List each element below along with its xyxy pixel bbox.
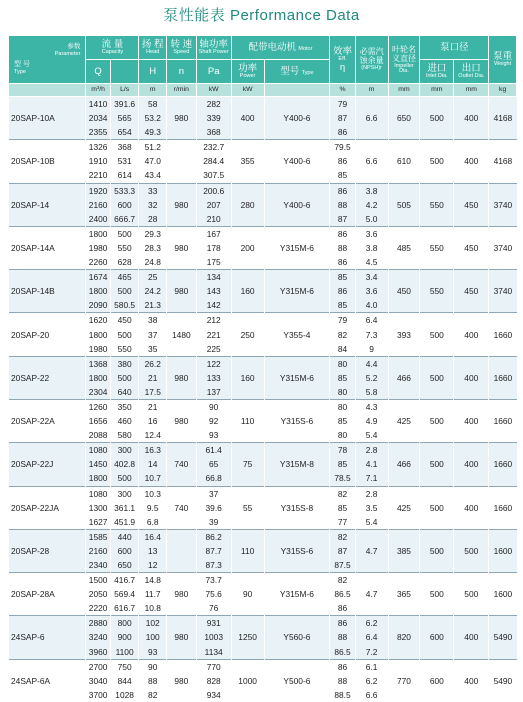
cell-in: 600 — [420, 616, 454, 659]
cell-npsh: 3.4 3.6 4.0 — [355, 270, 388, 313]
eff-label-en: Eff. — [338, 56, 347, 63]
motor-type-en: Type — [301, 69, 314, 76]
cell-eff: 86 88 86.5 — [330, 616, 355, 659]
weight-label-en: Weight — [494, 61, 512, 67]
cell-eff: 86 88 88.5 — [330, 659, 355, 702]
cell-out: 500 — [454, 529, 489, 572]
head-label-en: Head — [146, 49, 160, 55]
unit-cell: m³/h — [86, 84, 110, 97]
inlet-label-cn: 进口 — [427, 62, 447, 74]
cell-p: 55 — [231, 486, 264, 529]
cell-q2: 465 500 580.5 — [110, 270, 139, 313]
cell-out: 400 — [454, 659, 489, 702]
cell-type: 20SAP-14 — [9, 183, 86, 226]
units-row — [9, 84, 517, 97]
outlet-header — [454, 60, 489, 84]
cell-w: 4168 — [489, 97, 517, 140]
table-row — [9, 443, 517, 486]
cell-n: 980 — [167, 573, 197, 616]
eff-symbol: η — [339, 61, 346, 73]
flow-symbol: Q — [86, 60, 110, 84]
cell-q1: 1326 1910 2210 — [86, 140, 110, 183]
cell-npsh: 2.8 3.5 5.4 — [355, 486, 388, 529]
cell-w: 4168 — [489, 140, 517, 183]
cell-imp: 393 — [388, 313, 420, 356]
cell-h: 26.2 21 17.5 — [139, 356, 167, 399]
cell-mt: Y400-6 — [264, 183, 330, 226]
cell-h: 33 32 28 — [139, 183, 167, 226]
cell-eff: 82 87 87.5 — [330, 529, 355, 572]
unit-cell: m — [139, 84, 167, 97]
cell-h: 25 24.2 21.3 — [139, 270, 167, 313]
cell-q2: 350 460 580 — [110, 399, 139, 442]
cell-q2: 300 361.1 451.9 — [110, 486, 139, 529]
table-row — [9, 573, 517, 616]
cell-pa: 282 339 368 — [196, 97, 231, 140]
cell-out: 400 — [454, 140, 489, 183]
cell-q2: 750 844 1028 — [110, 659, 139, 702]
flow-header — [86, 36, 139, 60]
unit-cell: mm — [388, 84, 420, 97]
table-header — [9, 36, 517, 97]
cell-p: 250 — [231, 313, 264, 356]
impeller-label-cn: 叶轮名义直径 — [391, 44, 416, 63]
table-row — [9, 486, 517, 529]
cell-p: 160 — [231, 270, 264, 313]
cell-eff: 86 88 87 — [330, 183, 355, 226]
cell-in: 550 — [420, 226, 454, 269]
cell-q2: 380 500 640 — [110, 356, 139, 399]
cell-mt: Y315M-8 — [264, 443, 330, 486]
cell-mt: Y315M-6 — [264, 226, 330, 269]
shaft-symbol: Pa — [196, 60, 231, 84]
cell-mt: Y315S-8 — [264, 486, 330, 529]
cell-w: 1660 — [489, 399, 517, 442]
cell-w: 3740 — [489, 226, 517, 269]
shaft-header — [196, 36, 231, 60]
impeller-header — [388, 36, 420, 84]
cell-type: 20SAP-10A — [9, 97, 86, 140]
cell-type: 20SAP-28A — [9, 573, 86, 616]
cell-npsh: 4.3 4.9 5.4 — [355, 399, 388, 442]
cell-imp: 485 — [388, 226, 420, 269]
cell-p: 110 — [231, 399, 264, 442]
cell-h: 16.3 14 10.7 — [139, 443, 167, 486]
cell-npsh: 6.2 6.4 7.2 — [355, 616, 388, 659]
inlet-label-en: Inlet Dia. — [425, 73, 448, 79]
cell-npsh: 6.6 — [355, 97, 388, 140]
motor-power-header — [231, 60, 264, 84]
cell-in: 500 — [420, 399, 454, 442]
cell-w: 1660 — [489, 313, 517, 356]
table-row — [9, 659, 517, 702]
cell-out: 400 — [454, 399, 489, 442]
cell-npsh: 3.6 3.8 4.5 — [355, 226, 388, 269]
table-row — [9, 616, 517, 659]
table-row — [9, 356, 517, 399]
type-label-en: Type — [14, 68, 26, 75]
cell-npsh: 3.8 4.2 5.0 — [355, 183, 388, 226]
cell-eff: 82 85 77 — [330, 486, 355, 529]
cell-q1: 1920 2160 2400 — [86, 183, 110, 226]
cell-pa: 212 221 225 — [196, 313, 231, 356]
cell-imp: 770 — [388, 659, 420, 702]
unit-cell: kW — [231, 84, 264, 97]
cell-pa: 86.2 87.7 87.3 — [196, 529, 231, 572]
cell-p: 355 — [231, 140, 264, 183]
cell-w: 3740 — [489, 183, 517, 226]
cell-q1: 1410 2034 2355 — [86, 97, 110, 140]
unit-cell: mm — [454, 84, 489, 97]
cell-eff: 85 86 85 — [330, 270, 355, 313]
cell-type: 24SAP-6A — [9, 659, 86, 702]
cell-out: 400 — [454, 313, 489, 356]
cell-q1: 2700 3040 3700 — [86, 659, 110, 702]
cell-p: 200 — [231, 226, 264, 269]
cell-out: 400 — [454, 356, 489, 399]
cell-q1: 1620 1800 1980 — [86, 313, 110, 356]
bore-header — [420, 36, 489, 60]
cell-q1: 1674 1800 2090 — [86, 270, 110, 313]
cell-out: 400 — [454, 443, 489, 486]
cell-n: 980 — [167, 616, 197, 659]
cell-n — [167, 529, 197, 572]
cell-pa: 134 143 142 — [196, 270, 231, 313]
unit-cell: r/min — [167, 84, 197, 97]
cell-q2: 300 402.8 500 — [110, 443, 139, 486]
cell-n — [167, 140, 197, 183]
param-type-header — [9, 36, 86, 84]
cell-w: 1600 — [489, 529, 517, 572]
cell-eff: 80 85 80 — [330, 399, 355, 442]
cell-q1: 1260 1656 2088 — [86, 399, 110, 442]
cell-mt: Y500-6 — [264, 659, 330, 702]
param-label-cn: 参数 — [67, 43, 81, 50]
cell-p: 1000 — [231, 659, 264, 702]
motor-type-header — [264, 60, 330, 84]
cell-eff: 79 82 84 — [330, 313, 355, 356]
cell-q1: 1080 1450 1800 — [86, 443, 110, 486]
cell-type: 20SAP-14B — [9, 270, 86, 313]
unit-cell: kW — [196, 84, 231, 97]
cell-q1: 1585 2160 2340 — [86, 529, 110, 572]
cell-n: 740 — [167, 486, 197, 529]
cell-pa: 90 92 93 — [196, 399, 231, 442]
cell-out: 450 — [454, 270, 489, 313]
cell-h: 14.8 11.7 10.8 — [139, 573, 167, 616]
cell-in: 600 — [420, 659, 454, 702]
cell-q2: 800 900 1100 — [110, 616, 139, 659]
speed-symbol: n — [167, 60, 197, 84]
cell-in: 550 — [420, 270, 454, 313]
cell-n: 980 — [167, 659, 197, 702]
cell-eff: 82 86.5 86 — [330, 573, 355, 616]
cell-n: 980 — [167, 226, 197, 269]
cell-imp: 650 — [388, 97, 420, 140]
cell-w: 3740 — [489, 270, 517, 313]
cell-imp: 610 — [388, 140, 420, 183]
outlet-label-cn: 出口 — [461, 62, 481, 74]
cell-eff: 78 85 78.5 — [330, 443, 355, 486]
cell-p: 75 — [231, 443, 264, 486]
cell-in: 500 — [420, 140, 454, 183]
cell-in: 500 — [420, 356, 454, 399]
speed-label-en: Speed — [173, 49, 190, 55]
cell-in: 500 — [420, 97, 454, 140]
cell-type: 20SAP-22J — [9, 443, 86, 486]
cell-w: 1660 — [489, 486, 517, 529]
cell-pa: 200.6 207 210 — [196, 183, 231, 226]
cell-type: 20SAP-22 — [9, 356, 86, 399]
cell-q1: 2880 3240 3960 — [86, 616, 110, 659]
cell-h: 29.3 28.3 24.8 — [139, 226, 167, 269]
cell-eff: 79.5 86 85 — [330, 140, 355, 183]
cell-npsh: 4.7 — [355, 573, 388, 616]
cell-pa: 122 133 137 — [196, 356, 231, 399]
cell-q2: 368 531 614 — [110, 140, 139, 183]
inlet-header — [420, 60, 454, 84]
table-row — [9, 270, 517, 313]
cell-npsh: 6.6 — [355, 140, 388, 183]
param-label-en: Parameter — [54, 50, 81, 57]
cell-eff: 86 88 86 — [330, 226, 355, 269]
cell-imp: 385 — [388, 529, 420, 572]
cell-q2: 450 500 550 — [110, 313, 139, 356]
flow-label-en: Capacity — [101, 49, 124, 55]
unit-cell: m — [355, 84, 388, 97]
cell-imp: 450 — [388, 270, 420, 313]
cell-pa: 770 828 934 — [196, 659, 231, 702]
npsh-label-en: (NPSH)r — [361, 65, 383, 72]
cell-h: 58 53.2 49.3 — [139, 97, 167, 140]
cell-in: 500 — [420, 313, 454, 356]
weight-header — [489, 36, 517, 84]
cell-q2: 391.6 565 654 — [110, 97, 139, 140]
cell-n: 980 — [167, 97, 197, 140]
cell-out: 400 — [454, 97, 489, 140]
performance-table-wrapper — [8, 35, 517, 700]
cell-h: 38 37 35 — [139, 313, 167, 356]
cell-mt: Y355-4 — [264, 313, 330, 356]
bore-label-cn: 泵口径 — [440, 41, 469, 53]
cell-eff: 80 85 80 — [330, 356, 355, 399]
table-body — [9, 97, 517, 702]
cell-type: 20SAP-22JA — [9, 486, 86, 529]
shaft-label-cn: 轴功率 — [199, 38, 228, 50]
cell-in: 500 — [420, 529, 454, 572]
cell-mt: Y400-6 — [264, 140, 330, 183]
cell-imp: 466 — [388, 356, 420, 399]
table-row — [9, 313, 517, 356]
shaft-label-en: Shaft Power — [198, 49, 229, 55]
cell-in: 550 — [420, 183, 454, 226]
eff-header — [330, 36, 355, 84]
impeller-label-en: Impeller Dia. — [394, 62, 414, 74]
cell-npsh: 4.4 5.2 5.8 — [355, 356, 388, 399]
table-row — [9, 529, 517, 572]
cell-h: 16.4 13 12 — [139, 529, 167, 572]
unit-cell: L/s — [110, 84, 139, 97]
cell-mt: Y315S-6 — [264, 529, 330, 572]
npsh-label-cn: 必需汽蚀余量 — [359, 47, 384, 66]
cell-p: 1250 — [231, 616, 264, 659]
cell-h: 21 16 12.4 — [139, 399, 167, 442]
table-row — [9, 140, 517, 183]
cell-mt: Y315M-6 — [264, 356, 330, 399]
eff-label-cn: 效率 — [332, 45, 352, 57]
cell-mt: Y315M-6 — [264, 573, 330, 616]
cell-in: 500 — [420, 443, 454, 486]
cell-type: 20SAP-14A — [9, 226, 86, 269]
cell-h: 51.2 47.0 43.4 — [139, 140, 167, 183]
cell-n: 980 — [167, 356, 197, 399]
cell-q2: 533.3 600 666.7 — [110, 183, 139, 226]
cell-p: 160 — [231, 356, 264, 399]
cell-out: 450 — [454, 183, 489, 226]
unit-cell: kg — [489, 84, 517, 97]
cell-npsh: 6.1 6.2 6.6 — [355, 659, 388, 702]
cell-type: 20SAP-22A — [9, 399, 86, 442]
cell-mt: Y560-6 — [264, 616, 330, 659]
cell-q2: 500 550 628 — [110, 226, 139, 269]
cell-q2: 440 600 650 — [110, 529, 139, 572]
cell-w: 5490 — [489, 616, 517, 659]
cell-imp: 820 — [388, 616, 420, 659]
table-row — [9, 183, 517, 226]
cell-type: 24SAP-6 — [9, 616, 86, 659]
cell-imp: 466 — [388, 443, 420, 486]
cell-q1: 1368 1800 2304 — [86, 356, 110, 399]
cell-eff: 79 87 86 — [330, 97, 355, 140]
cell-type: 20SAP-10B — [9, 140, 86, 183]
cell-w: 1660 — [489, 443, 517, 486]
speed-header — [167, 36, 197, 60]
cell-q1: 1080 1300 1627 — [86, 486, 110, 529]
cell-imp: 425 — [388, 486, 420, 529]
cell-n: 980 — [167, 399, 197, 442]
npsh-header — [355, 36, 388, 84]
cell-imp: 505 — [388, 183, 420, 226]
flow-label-cn: 流 量 — [101, 38, 124, 50]
performance-table — [8, 35, 517, 702]
cell-mt: Y400-6 — [264, 97, 330, 140]
page-title: 泵性能表 Performance Data — [163, 7, 360, 24]
cell-imp: 425 — [388, 399, 420, 442]
cell-npsh: 2.8 4.1 7.1 — [355, 443, 388, 486]
unit-cell: % — [330, 84, 355, 97]
cell-type: 20SAP-28 — [9, 529, 86, 572]
cell-pa: 37 39.6 39 — [196, 486, 231, 529]
cell-p: 90 — [231, 573, 264, 616]
cell-in: 500 — [420, 486, 454, 529]
cell-q1: 1500 2050 2220 — [86, 573, 110, 616]
cell-q1: 1800 1980 2260 — [86, 226, 110, 269]
cell-imp: 365 — [388, 573, 420, 616]
table-row — [9, 97, 517, 140]
cell-p: 280 — [231, 183, 264, 226]
cell-w: 1600 — [489, 573, 517, 616]
head-header — [139, 36, 167, 60]
cell-p: 110 — [231, 529, 264, 572]
cell-type: 20SAP-20 — [9, 313, 86, 356]
cell-out: 500 — [454, 573, 489, 616]
table-row — [9, 399, 517, 442]
cell-out: 400 — [454, 486, 489, 529]
cell-mt: Y315S-6 — [264, 399, 330, 442]
motor-label-cn: 配带电动机 — [248, 41, 297, 53]
motor-type-cn: 型号 — [280, 65, 300, 77]
cell-out: 450 — [454, 226, 489, 269]
cell-q2: 416.7 569.4 616.7 — [110, 573, 139, 616]
cell-in: 500 — [420, 573, 454, 616]
cell-w: 5490 — [489, 659, 517, 702]
cell-n: 980 — [167, 183, 197, 226]
cell-n: 740 — [167, 443, 197, 486]
head-symbol: H — [139, 60, 167, 84]
type-label-cn: 型 号 — [14, 61, 30, 68]
cell-n: 1480 — [167, 313, 197, 356]
cell-h: 10.3 9.5 6.8 — [139, 486, 167, 529]
motor-power-cn: 功率 — [238, 62, 258, 74]
cell-npsh: 4.7 — [355, 529, 388, 572]
table-row — [9, 226, 517, 269]
cell-pa: 931 1003 1134 — [196, 616, 231, 659]
cell-pa: 61.4 65 66.8 — [196, 443, 231, 486]
head-label-cn: 扬 程 — [141, 38, 164, 50]
motor-header — [231, 36, 330, 60]
cell-npsh: 6.4 7.3 9 — [355, 313, 388, 356]
cell-pa: 73.7 75.6 76 — [196, 573, 231, 616]
cell-mt: Y315M-6 — [264, 270, 330, 313]
cell-w: 1660 — [489, 356, 517, 399]
cell-n: 980 — [167, 270, 197, 313]
cell-out: 400 — [454, 616, 489, 659]
weight-label-cn: 泵重 — [493, 50, 513, 62]
motor-power-en: Power — [239, 73, 256, 79]
cell-pa: 167 178 175 — [196, 226, 231, 269]
outlet-label-en: Outlet Dia. — [458, 73, 485, 79]
cell-pa: 232.7 284.4 307.5 — [196, 140, 231, 183]
cell-h: 90 88 82 — [139, 659, 167, 702]
speed-label-cn: 转 速 — [170, 38, 193, 50]
motor-label-en: Motor — [298, 45, 313, 52]
cell-p: 400 — [231, 97, 264, 140]
unit-cell: mm — [420, 84, 454, 97]
cell-h: 102 100 93 — [139, 616, 167, 659]
